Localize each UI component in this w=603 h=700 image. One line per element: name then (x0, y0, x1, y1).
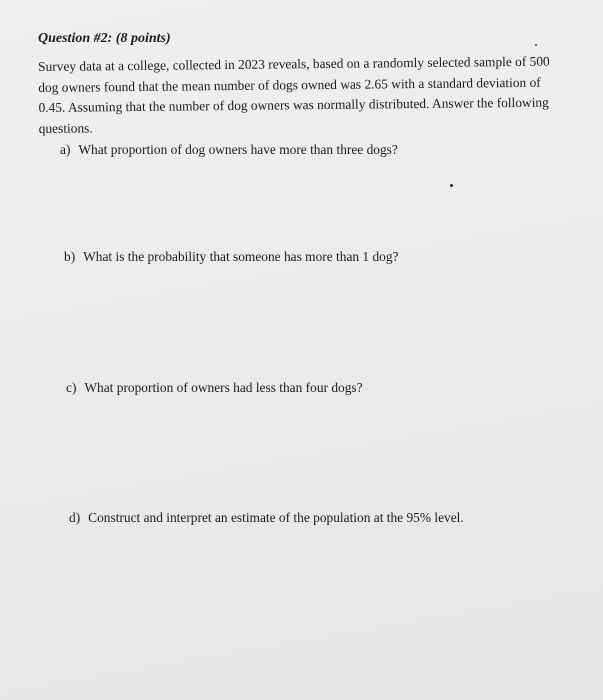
part-label: a) (60, 142, 71, 157)
part-label: b) (64, 249, 76, 264)
question-part-a (60, 142, 398, 158)
part-text: What is the probability that someone has more than 1 dog? (83, 249, 399, 264)
part-text: What proportion of owners had less than four dogs? (84, 380, 363, 395)
part-label: c) (66, 380, 77, 395)
part-label: d) (69, 510, 81, 525)
pen-mark (535, 44, 537, 46)
question-part-d (69, 510, 464, 526)
question-intro: Survey data at a college, collected in 2023 reveals, based on a randomly selected sample of 500 dog owners found that the mean number of dogs owned was 2.65 with a standard deviation of 0.45. Assuming that the number of dog owners was normally distributed. Answer the following questions. (38, 53, 550, 136)
question-title: Question #2: (8 points) (38, 31, 171, 46)
pen-mark (450, 184, 453, 187)
part-text: Construct and interpret an estimate of the population at the 95% level. (88, 510, 464, 525)
question-part-b (64, 249, 399, 265)
part-text: What proportion of dog owners have more than three dogs? (78, 142, 398, 157)
question-part-c (66, 380, 363, 396)
